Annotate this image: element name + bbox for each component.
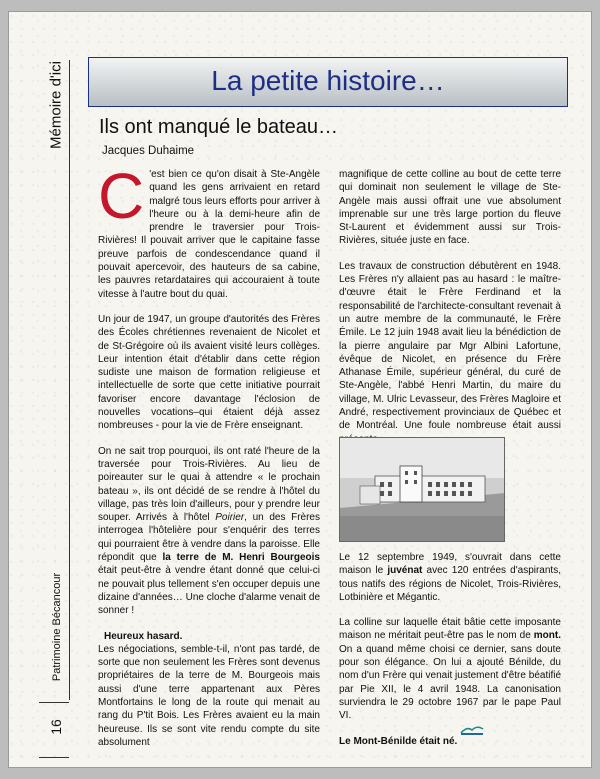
column-right-top (339, 168, 561, 458)
margin-divider-bottom (39, 757, 69, 758)
publication-label (49, 552, 65, 702)
paragraph: Les travaux de construction débutèrent en 1948. Les Frères n'y allaient pas au hasard : le maître-d'œuvre était le Frère Ferdinand et la responsabilité de l'architecte-consultant revenait à un autre membre de la communauté, le Frère Émile. Le 12 juin 1948 avait lieu la bénédiction de la pierre angulaire par Mgr Albini Lafortune, évêque de Nicolet, en présence du Frère Athanase Émile, supérieur général, du curé de Ste-Angèle, l'abbé Henri Martin, du maire du village, M. Ulric Levasseur, des Frères Magloire et André, respectivement provinciaux de Québec et de Montréal. Une foule nombreuse était aussi (339, 260, 561, 432)
paragraph (339, 616, 561, 722)
paragraph-text: avec 120 entrées d'aspirants, tous natifs des régions de Nicolet, Trois-Rivières, Lotbinière et Mégantic. (339, 565, 561, 603)
paragraph (98, 445, 320, 618)
emphasis-text: juvénat (387, 565, 423, 577)
margin-rule (69, 60, 70, 700)
paragraph-text: Le 12 septembre 1949, s'ouvrait dans cette maison le (339, 552, 561, 577)
article-title: Ils ont manqué le bateau… (99, 116, 339, 138)
margin-divider (39, 702, 69, 703)
paragraph: magnifique de cette colline au bout de cette terre qui dominait non seulement le village de Ste-Angèle mais aussi offrait une vue absolument imprenable sur une très large portion du fleuve St-Laurent et évidemment aussi sur Trois-Rivières, située juste en face. (339, 169, 561, 247)
dropcap: C (98, 160, 145, 232)
paragraph-text: On a quand même choisi ce dernier, sans doute pour son élégance. On lui a ajouté Bénilde, du nom d'un Frère qui venait justement d'être béatifié par Pie XII, le 4 avril 1948. La canonisation surviendra le 29 octobre 1967 par le pape Paul VI. (339, 643, 561, 722)
paragraph: Les négociations, semble-t-il, n'ont pas tardé, de sorte que non seulement les Frères sont devenus propriétaires de la terre de M. Bourgeois mais aussi d'une terre appartenant aux Pères Montfortains le long de la route qui menait au rang du P'tit Bois. Les Frères avaient eu la main heureuse. Ils se sont vite rendu compte du site absolument (98, 643, 320, 748)
paragraph (339, 551, 561, 604)
emphasis-text: la terre de M. Henri Bourgeois (162, 552, 320, 564)
section-heading: Heureux hasard. (104, 630, 183, 642)
magazine-page (9, 12, 591, 767)
paragraph-text: On ne sait trop pourquoi, ils ont raté l'heure de la traversée pour Trois-Rivières. Au lieu de poireauter sur le quai à attendre « le prochain bateau », ils ont décidé de se rendre à l'hôtel du village, pas très loin d'ailleurs, pour y prendre leur souper. Arrivés à l'hôtel (98, 445, 320, 524)
banner-title: La petite histoire… (211, 65, 445, 96)
paragraph-text: 'est bien ce qu'on disait à Ste-Angèle quand les gens arrivaient en retard malgré tous leurs efforts pour arriver à l'heure ou à la demi-heure afin de prendre le traversier pour Trois-Rivières! Il pouvait arriver que le capitaine fasse preuve parfois de condescendance quand il pouvait apercevoir, des hauteurs de sa cabine, les pauvres retardataires qui accouraient à toute vitesse à l'autre bout du quai. (98, 169, 320, 300)
paragraph-text: , un des Frères interrogea l'hôtelière pour s'enquérir des terres qui pourraient être à vendre dans la paroisse. Elle répondit que (98, 512, 320, 564)
building-photo (339, 437, 505, 542)
bird-logo-icon (459, 723, 485, 735)
article-author: Jacques Duhaime (102, 145, 195, 157)
paragraph-text: La colline sur laquelle était bâtie cette imposante maison ne méritait peut-être pas le nom de (339, 617, 561, 642)
title-banner (88, 57, 568, 107)
section-label (41, 52, 71, 157)
page-number-text: 16 (48, 719, 64, 735)
hotel-name: Poirier (215, 512, 245, 524)
building-illustration (340, 438, 505, 542)
emphasis-text: mont. (533, 630, 561, 642)
publication-label-text: Patrimoine Bécancour (51, 572, 63, 682)
column-right-bottom (339, 551, 561, 760)
closing-line: Le Mont-Bénilde était né. (339, 735, 458, 747)
paragraph (98, 160, 320, 301)
paragraph: Un jour de 1947, un groupe d'autorités des Frères des Écoles chrétiennes revenaient de Nicolet et de St-Grégoire où ils avaient visité leurs collèges. Leur intention était d'établir dans cette région sudiste une maison de formation religieuse et intellectuelle de sorte que cette initiative pourrait favoriser encore davantage l'éclosion de nouvelles vocations–qui étaient déjà assez nombreuses - pour la vie de Frère enseignant. (98, 313, 320, 432)
section-label-text: Mémoire d'ici (47, 60, 65, 149)
page-number (45, 707, 67, 747)
paragraph-text: était peut-être à vendre étant donné que celui-ci ne pouvait plus tellement s'en occuper depuis une dizaine d'années… Une cloche d'alarme venait de sonner ! (98, 565, 320, 617)
column-left (98, 160, 320, 761)
